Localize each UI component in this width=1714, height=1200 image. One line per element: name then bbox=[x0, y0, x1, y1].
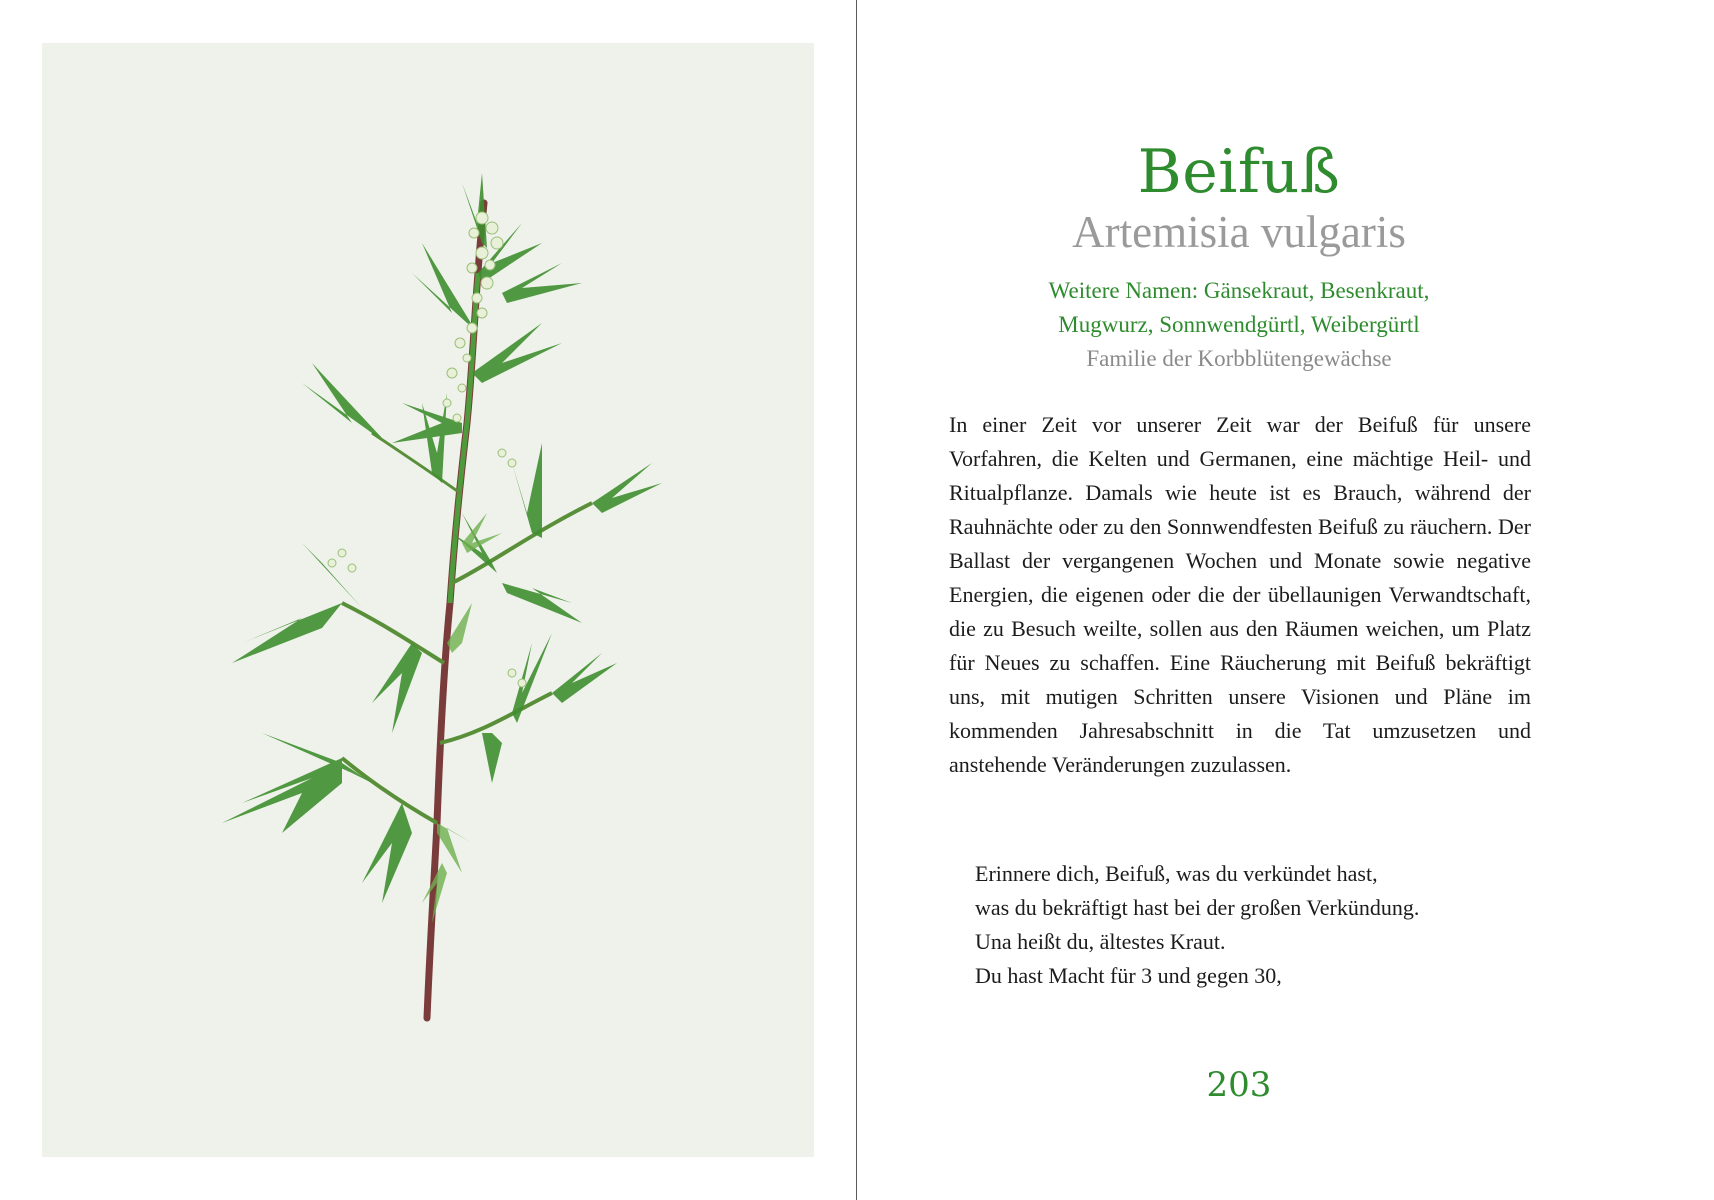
other-names bbox=[889, 274, 1589, 342]
verse-line: was du bekräftigt hast bei der großen Verkündung. bbox=[975, 895, 1420, 920]
plant-illustration-panel bbox=[42, 43, 814, 1157]
other-names-line-2: Mugwurz, Sonnwendgürtl, Weibergürtl bbox=[1058, 312, 1420, 337]
other-names-line-1: Weitere Namen: Gänsekraut, Besenkraut, bbox=[1048, 278, 1430, 303]
body-paragraph bbox=[949, 408, 1531, 782]
verse bbox=[975, 857, 1535, 993]
verse-line: Erinnere dich, Beifuß, was du verkündet hast, bbox=[975, 861, 1378, 886]
verse-line: Du hast Macht für 3 und gegen 30, bbox=[975, 963, 1282, 988]
plant-family: Familie der Korbblütengewächse bbox=[1086, 346, 1392, 371]
mugwort-plant-illustration-icon bbox=[42, 43, 814, 1157]
page-title: Beifuß bbox=[1137, 137, 1341, 207]
latin-name: Artemisia vulgaris bbox=[1072, 207, 1406, 257]
page-number: 203 bbox=[1206, 1065, 1272, 1105]
right-page bbox=[857, 0, 1714, 1200]
verse-line: Una heißt du, ältestes Kraut. bbox=[975, 929, 1226, 954]
left-page bbox=[0, 0, 856, 1200]
body-paragraph-text: In einer Zeit vor unserer Zeit war der Beifuß für unsere Vorfahren, die Kelten und Germanen, eine mächtige Heil- und Ritualpflanze. Damals wie heute ist es Brauch, während der Rauhnächte oder zu den Sonnwendfesten Beifuß zu räuchern. Der Ballast der vergangenen Wochen und Monate sowie negative Energien, die eigenen oder die der übellaunigen Verwandtschaft, die zu Besuch weilte, sollen aus den Räumen weichen, um Platz für Neues zu schaffen. Eine Räucherung mit Beifuß bekräftigt uns, mit mutigen Schritten unsere Visionen und Pläne im kommenden Jahresabschnitt in die Tat umzusetzen und anstehende Veränderungen zuzulassen. bbox=[949, 412, 1531, 777]
